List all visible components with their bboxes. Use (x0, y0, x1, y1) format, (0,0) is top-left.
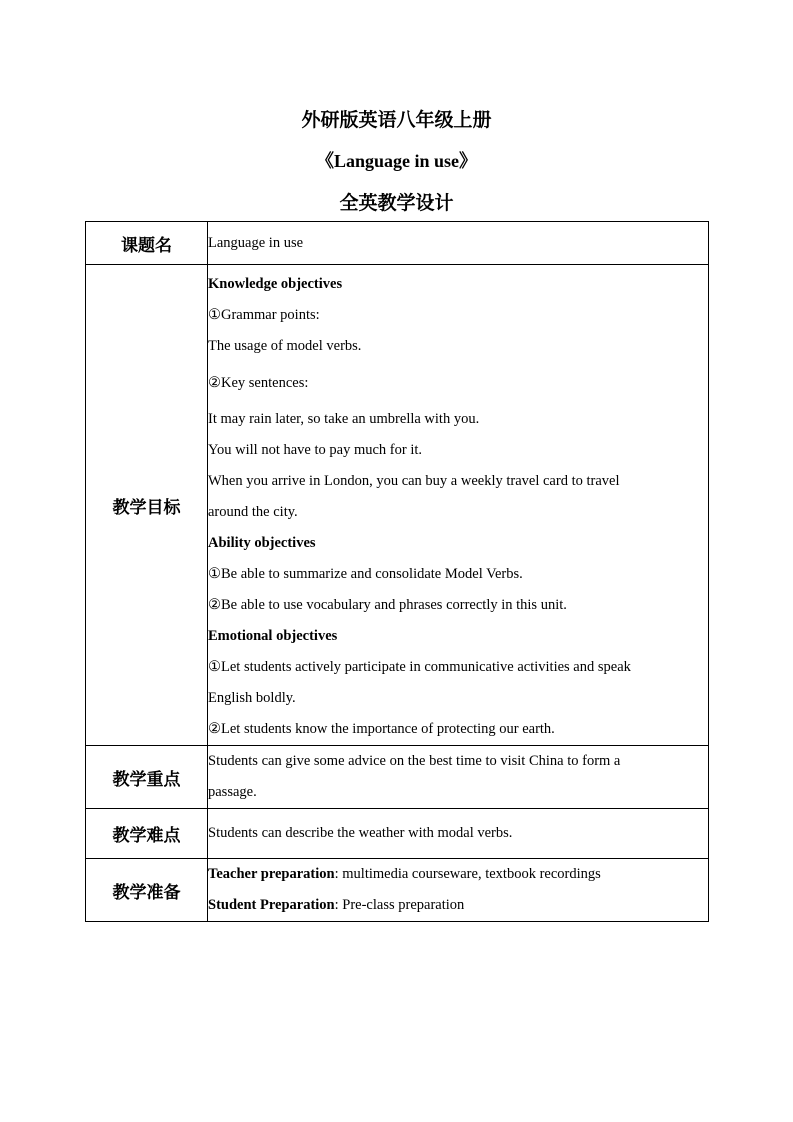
preparation-label: 教学准备 (86, 859, 208, 922)
key-points-content (208, 746, 709, 809)
topic-text: Language in use (208, 234, 304, 251)
topic-value (208, 222, 709, 265)
objectives-label: 教学目标 (86, 265, 208, 746)
ability-heading: Ability objectives (208, 535, 316, 551)
student-preparation (208, 890, 708, 921)
emotional-2: ②Let students know the importance of protecting our earth. (208, 721, 555, 737)
knowledge-heading: Knowledge objectives (208, 276, 343, 292)
difficulties-label: 教学难点 (86, 809, 208, 859)
key-points-line-2: passage. (208, 784, 257, 800)
key-points-line-1: Students can give some advice on the best time to visit China to form a (208, 753, 621, 769)
sentence-1: It may rain later, so take an umbrella with you. (208, 411, 480, 427)
ability-2: ②Be able to use vocabulary and phrases correctly in this unit. (208, 597, 567, 613)
grammar-text: The usage of model verbs. (208, 338, 362, 354)
table-row-difficulties (86, 809, 709, 859)
document-subtitle: 全英教学设计 (339, 192, 454, 214)
emotional-1a: ①Let students actively participate in communicative activities and speak (208, 659, 631, 675)
key-points-label: 教学重点 (86, 746, 208, 809)
objectives-content (208, 265, 709, 746)
teacher-preparation-label: Teacher preparation (208, 866, 335, 882)
table-row-topic (86, 222, 709, 265)
sentence-3b: around the city. (208, 504, 298, 520)
student-preparation-label: Student Preparation (208, 897, 335, 913)
emotional-1b: English boldly. (208, 690, 296, 706)
table-row-preparation (86, 859, 709, 922)
topic-label: 课题名 (86, 222, 208, 265)
key-sentences: ②Key sentences: (208, 375, 309, 391)
emotional-heading: Emotional objectives (208, 628, 338, 644)
document-title: 外研版英语八年级上册 (301, 109, 492, 131)
difficulties-text: Students can describe the weather with modal verbs. (208, 825, 513, 841)
table-row-key-points (86, 746, 709, 809)
grammar-points: ①Grammar points: (208, 307, 320, 323)
table-row-objectives (86, 265, 709, 746)
ability-1: ①Be able to summarize and consolidate Model Verbs. (208, 566, 523, 582)
teacher-preparation (208, 859, 708, 890)
lesson-plan-table (85, 221, 709, 922)
sentence-2: You will not have to pay much for it. (208, 442, 422, 458)
teacher-preparation-value: : multimedia courseware, textbook recordings (334, 866, 601, 882)
preparation-content (208, 859, 709, 922)
difficulties-content (208, 809, 709, 859)
student-preparation-value: : Pre-class preparation (334, 897, 465, 913)
sentence-3a: When you arrive in London, you can buy a weekly travel card to travel (208, 473, 620, 489)
lesson-title: 《Language in use》 (315, 151, 478, 171)
